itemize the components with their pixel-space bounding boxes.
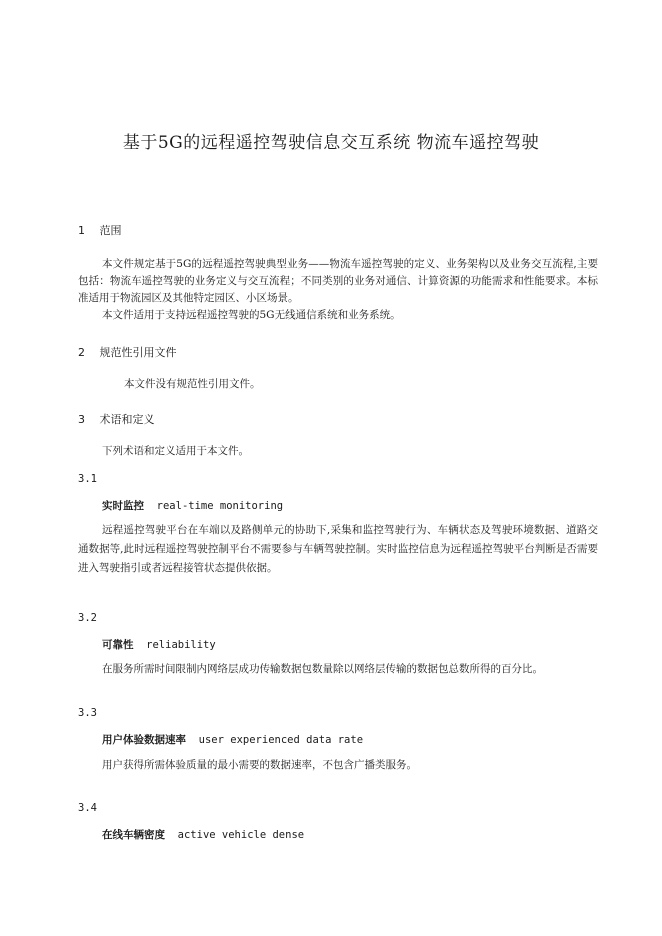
terms-intro-paragraph: 下列术语和定义适用于本文件。	[102, 445, 249, 457]
term-definition: 远程遥控驾驶平台在车端以及路侧单元的协助下,采集和监控驾驶行为、车辆状态及驾驶环境数据、道路交通数据等,此时远程遥控驾驶控制平台不需要参与车辆驾驶控制。实时监控信息为远程遥控驾驶平台判断是否需要进入驾驶指引或者远程接管状态提供依据。	[78, 524, 598, 574]
section-title: 术语和定义	[99, 413, 155, 426]
section-heading-normative	[78, 344, 177, 360]
clause-number: 3.3	[78, 707, 97, 719]
section-number: 1	[78, 224, 85, 237]
term-heading	[102, 498, 283, 513]
term-en: reliability	[146, 639, 216, 651]
clause-number: 3.1	[78, 473, 97, 485]
section-number: 2	[78, 346, 85, 359]
section-number: 3	[78, 413, 85, 426]
term-definition: 在服务所需时间限制内网络层成功传输数据包数量除以网络层传输的数据包总数所得的百分比。	[102, 663, 543, 675]
normative-paragraph: 本文件没有规范性引用文件。	[124, 378, 261, 390]
term-heading	[102, 827, 304, 842]
scope-paragraph-2: 本文件适用于支持远程遥控驾驶的5G无线通信系统和业务系统。	[102, 309, 401, 321]
term-definition: 用户获得所需体验质量的最小需要的数据速率，不包含广播类服务。	[102, 759, 417, 771]
term-heading	[102, 637, 216, 652]
clause-number: 3.2	[78, 612, 97, 624]
document-title: 基于5G的远程遥控驾驶信息交互系统 物流车遥控驾驶	[122, 133, 540, 153]
clause-number: 3.4	[78, 802, 97, 814]
term-en: user experienced data rate	[198, 734, 364, 746]
term-zh: 在线车辆密度	[102, 829, 165, 841]
term-en: real-time monitoring	[156, 500, 284, 512]
term-zh: 实时监控	[102, 500, 144, 512]
term-zh: 可靠性	[102, 639, 134, 651]
normative-text	[78, 376, 598, 393]
section-title: 规范性引用文件	[99, 346, 177, 359]
scope-paragraph-1: 本文件规定基于5G的远程遥控驾驶典型业务——物流车遥控驾驶的定义、业务架构以及业务交互流程,主要包括：物流车遥控驾驶的业务定义与交互流程；不同类别的业务对通信、计算资源的功能需求和性能要求。本标准适用于物流园区及其他特定园区、小区场景。	[78, 258, 598, 304]
terms-intro	[78, 443, 598, 460]
scope-text	[78, 256, 598, 324]
section-heading-scope	[78, 222, 122, 238]
section-title: 范围	[99, 224, 122, 237]
term-heading	[102, 732, 363, 747]
section-heading-terms	[78, 411, 155, 427]
term-en: active vehicle dense	[177, 829, 305, 841]
term-zh: 用户体验数据速率	[102, 734, 186, 746]
